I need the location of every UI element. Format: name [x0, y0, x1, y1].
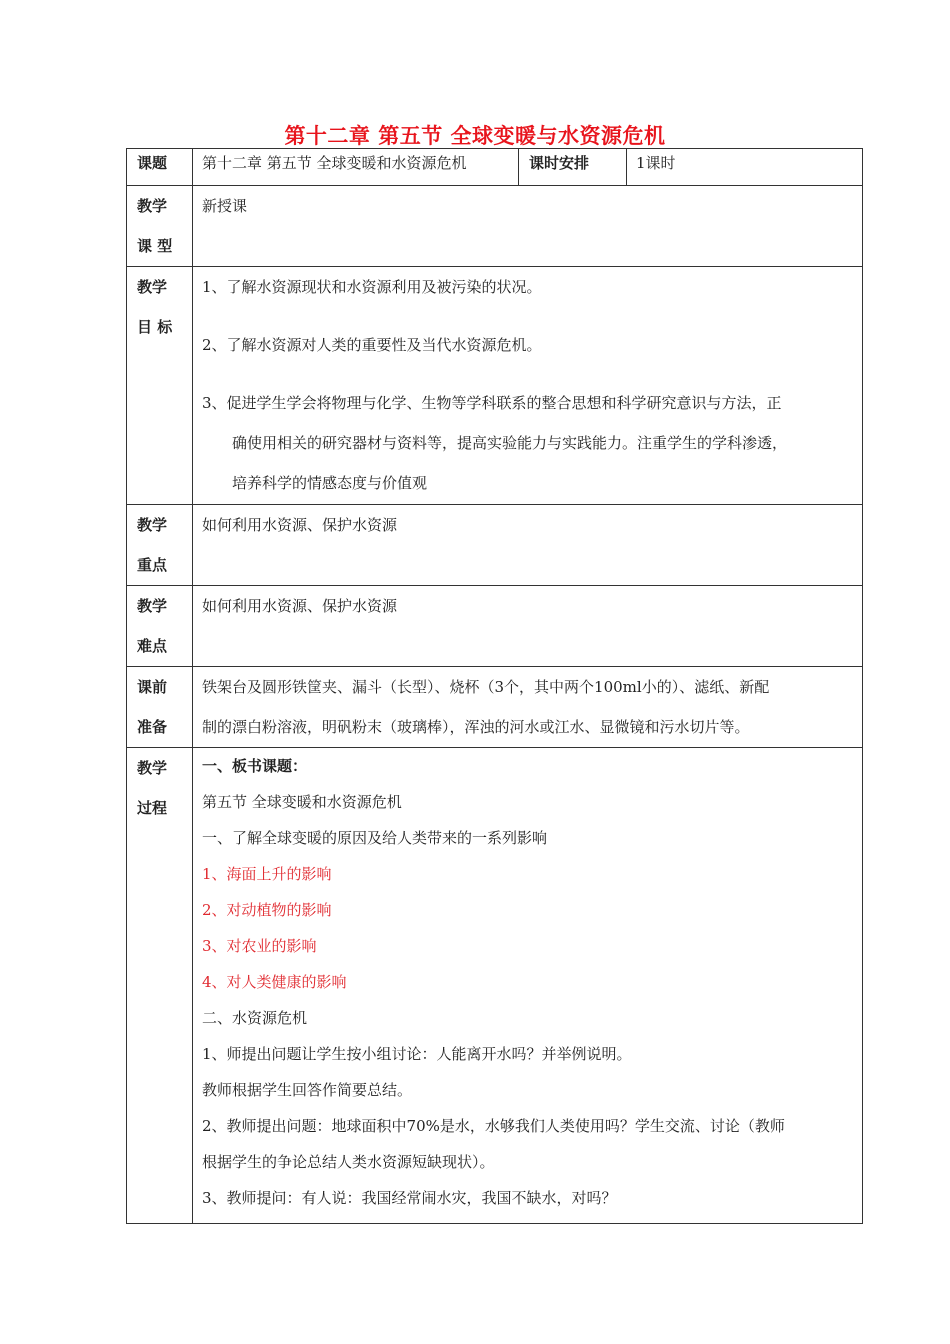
difficulty-value-cell [193, 586, 863, 667]
schedule-label-cell [519, 149, 627, 186]
topic-label-cell [127, 149, 193, 186]
goal-item: 2、了解水资源对人类的重要性及当代水资源危机。 [202, 336, 542, 354]
type-label-cell [127, 186, 193, 267]
key-label-2: 重点 [137, 556, 168, 574]
key-value: 如何利用水资源、保护水资源 [202, 516, 398, 534]
page-title: 第十二章 第五节 全球变暖与水资源危机 [284, 124, 666, 148]
process-line: 二、水资源危机 [202, 1009, 308, 1027]
prep-label-2: 准备 [137, 718, 168, 736]
topic-value-cell [193, 149, 519, 186]
prep-line: 制的漂白粉溶液，明矾粉末（玻璃棒），浑浊的河水或江水、显微镜和污水切片等。 [202, 718, 750, 736]
impact-item: 1、海面上升的影响 [202, 865, 332, 883]
row-process [127, 748, 863, 1224]
prep-label-cell [127, 667, 193, 748]
difficulty-label-2: 难点 [137, 637, 168, 655]
row-key-point [127, 505, 863, 586]
row-preparation [127, 667, 863, 748]
prep-line: 铁架台及圆形铁筐夹、漏斗（长型）、烧杯（3个，其中两个100ml小的）、滤纸、新配 [202, 678, 770, 696]
process-line: 2、教师提出问题：地球面积中70%是水，水够我们人类使用吗？学生交流、讨论（教师 [202, 1117, 785, 1135]
schedule-value-cell [627, 149, 863, 186]
type-label-2: 课 型 [137, 237, 173, 255]
topic-value: 第十二章 第五节 全球变暖和水资源危机 [202, 154, 467, 172]
goal-item: 3、促进学生学会将物理与化学、生物等学科联系的整合思想和科学研究意识与方法，正 [202, 394, 782, 412]
process-label-2: 过程 [137, 799, 168, 817]
goals-label-2: 目 标 [137, 318, 173, 336]
process-label-cell [127, 748, 193, 1224]
key-label-1: 教学 [137, 516, 168, 534]
type-value: 新授课 [202, 197, 248, 215]
schedule-value: 1课时 [636, 154, 676, 172]
schedule-label: 课时安排 [529, 154, 590, 172]
row-goals [127, 267, 863, 505]
goal-item: 1、了解水资源现状和水资源利用及被污染的状况。 [202, 278, 542, 296]
process-line: 第五节 全球变暖和水资源危机 [202, 793, 402, 811]
row-difficulty [127, 586, 863, 667]
key-label-cell [127, 505, 193, 586]
row-type [127, 186, 863, 267]
goals-content-cell [193, 267, 863, 505]
impact-item: 3、对农业的影响 [202, 937, 317, 955]
process-line: 根据学生的争论总结人类水资源短缺现状）。 [202, 1153, 495, 1171]
process-label-1: 教学 [137, 759, 168, 777]
process-heading: 一、板书课题： [202, 757, 308, 775]
process-line: 1、师提出问题让学生按小组讨论：人能离开水吗？并举例说明。 [202, 1045, 632, 1063]
process-line: 一、了解全球变暖的原因及给人类带来的一系列影响 [202, 829, 548, 847]
goal-item-continued: 培养科学的情感态度与价值观 [232, 474, 428, 492]
key-value-cell [193, 505, 863, 586]
row-topic [127, 149, 863, 186]
difficulty-label-cell [127, 586, 193, 667]
prep-content-cell [193, 667, 863, 748]
difficulty-value: 如何利用水资源、保护水资源 [202, 597, 398, 615]
topic-label: 课题 [137, 154, 168, 172]
process-line: 教师根据学生回答作简要总结。 [202, 1081, 413, 1099]
impact-item: 4、对人类健康的影响 [202, 973, 347, 991]
prep-label-1: 课前 [137, 678, 168, 696]
process-line: 3、教师提问：有人说：我国经常闹水灾，我国不缺水，对吗？ [202, 1189, 617, 1207]
type-label-1: 教学 [137, 197, 168, 215]
type-value-cell [193, 186, 863, 267]
goal-item-continued: 确使用相关的研究器材与资料等，提高实验能力与实践能力。注重学生的学科渗透， [232, 434, 788, 452]
lesson-plan-table [126, 148, 863, 1224]
difficulty-label-1: 教学 [137, 597, 168, 615]
goals-label-cell [127, 267, 193, 505]
process-content-cell [193, 748, 863, 1224]
goals-label-1: 教学 [137, 278, 168, 296]
impact-item: 2、对动植物的影响 [202, 901, 332, 919]
